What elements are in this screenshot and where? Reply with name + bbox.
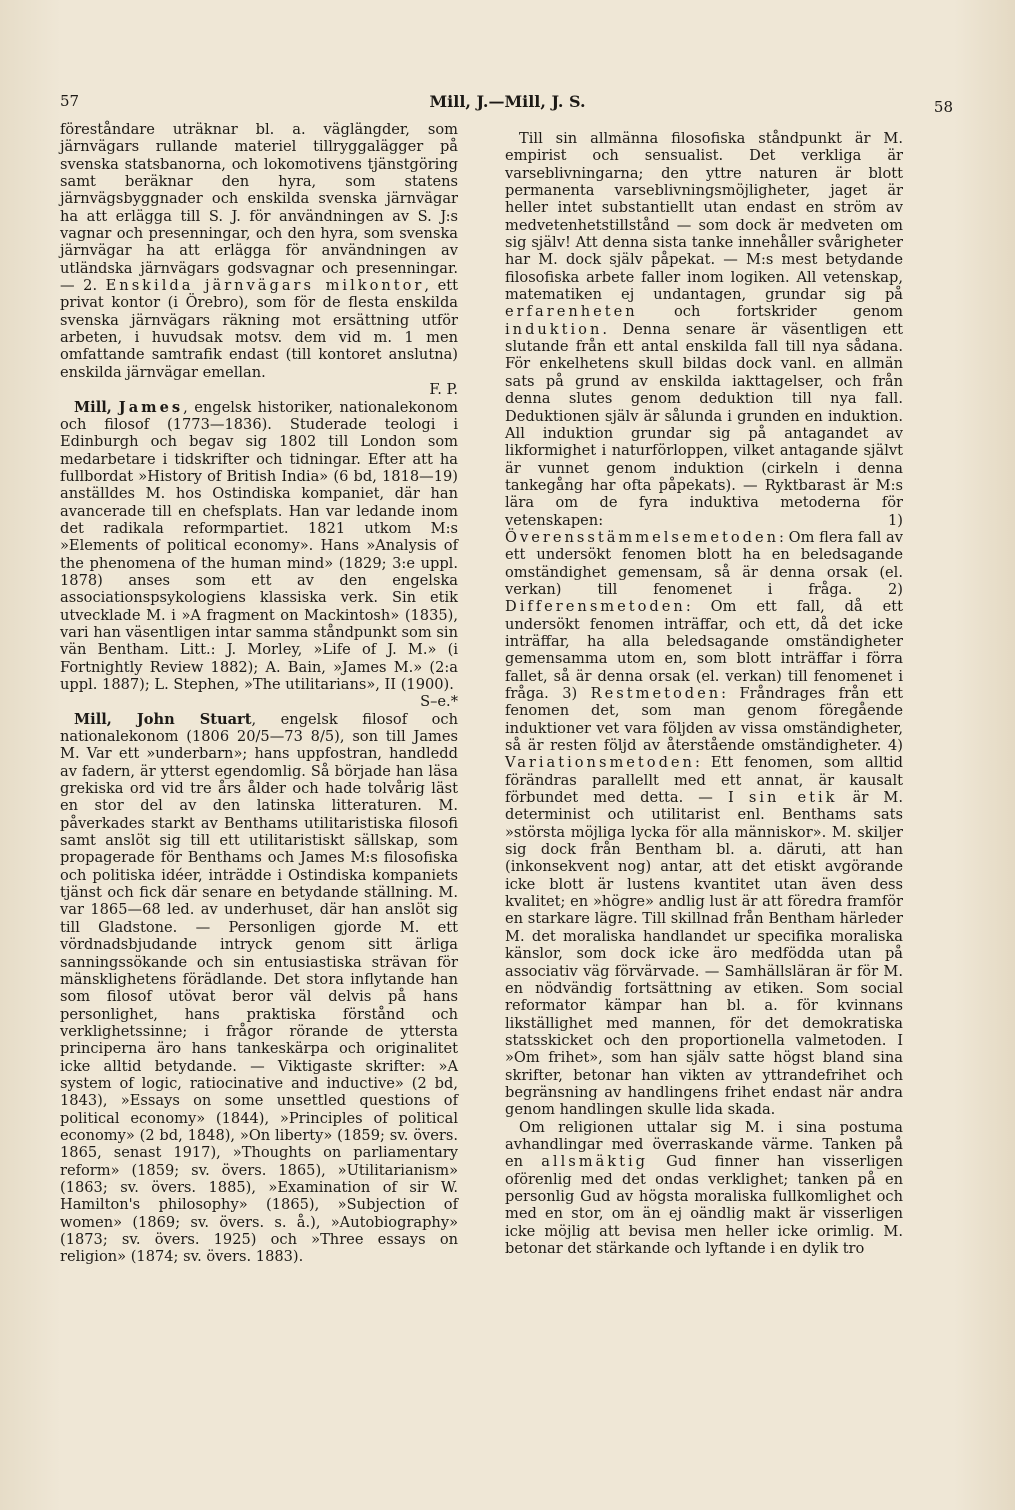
spaced-term: induktion xyxy=(505,320,603,338)
running-title: Mill, J.—Mill, J. S. xyxy=(429,92,586,111)
page-number-right: 58 xyxy=(933,98,953,116)
spaced-term: sin etik xyxy=(748,789,838,807)
paragraph-religion: Om religionen uttalar sig M. i sina postuma avhandlingar med överraskande värme. Tanken på en allsmäktig Gud finner han visserligen oförenlig med det ondas verklighet; tanken på en personlig Gud av högsta moraliska fullkomlighet och med en stor, om än ej oändlig makt är visserligen icke möjlig att bevisa men heller icke orimlig. M. betonar det stärkande och lyftande i en dylik tro xyxy=(505,1118,903,1257)
author-signature: F. P. xyxy=(429,381,458,399)
entry-mill-james: Mill, James, engelsk historiker, nationalekonom och filosof (1773—1836). Studerade teologi i Edinburgh och begav sig 1802 till London som medarbetare i tidskrifter och tidningar. Efter att ha fullbordat »History of British India» (6 bd, 1818—19) anställdes M. hos Ostindiska kompaniet, där han avancerade till en chefsplats. Han var ledande inom det radikala reformpartiet. 1821 utkom M:s »Elements of political economy». Hans »Analysis of the phenomena of the human mind» (1829; 3:e uppl. 1878) anses som ett av den engelska associationspsykologiens klassiska verk. Sin etik utvecklade M. i »A fragment on Mackintosh» (1835), vari han väsentligen intar samma ståndpunkt som sin vän Bentham. Litt.: J. Morley, »Life of J. M.» (i Fortnightly Review 1882); A. Bain, »James M.» (2:a uppl. 1887); L. Stephen, »The utilitarians», II (1900). xyxy=(60,398,459,693)
spaced-term: allsmäktig xyxy=(541,1153,648,1171)
page-number-left: 57 xyxy=(60,92,80,110)
entry-headword: Mill, xyxy=(74,398,119,416)
spaced-term: Överensstämmelsemetoden xyxy=(505,528,780,546)
entry-headword: Mill, John Stuart xyxy=(74,710,252,728)
spaced-term: Differensmetoden xyxy=(505,598,686,616)
entry-mill-john-stuart: Mill, John Stuart, engelsk filosof och nationalekonom (1806 20/5—73 8/5), son till James M. Var ett »underbarn»; hans uppfostran, handledd av fadern, är ytterst egendomlig. Så började han läsa grekiska ord vid tre års ålder och hade tolvårig läst en stor del av den latinska litteraturen. M. påverkades starkt av Benthams utilitaristiska filosofi samt anslöt sig till ett utilitaristiskt sällskap, som propagerade för Benthams och James M:s filosofiska och politiska idéer, inträdde i Ostindiska kompaniets tjänst och fick där senare en betydande ställning. M. var 1865—68 led. av underhuset, där han anslöt sig till Gladstone. — Personligen gjorde M. ett vördnadsbjudande intryck genom sitt ärliga sanningssökande och sin entusiastiska strävan för mänsklighetens förädlande. Det stora inflytande han som filosof utövat beror väl delvis på hans personlighet, hans praktiska förstånd och verklighetssinne; i frågor rörande de yttersta principerna äro hans tankeskärpa och originalitet icke alltid betydande. — Viktigaste skrifter: »A system of logic, ratiocinative and inductive» (2 bd, 1843), »Essays on some unsettled questions of political economy» (1844), »Principles of political economy» (2 bd, 1848), »On liberty» (1859; sv. övers. 1865, senast 1917), »Thoughts on parliamentary reform» (1859; sv. övers. 1865), »Utilitarianism» (1863; sv. övers. 1885), »Examination of sir W. Hamilton's philosophy» (1865), »Subjection of women» (1869; sv. övers. s. å.), »Autobiography» (1873; sv. övers. 1925) och »Three essays on religion» (1874; sv. övers. 1883). xyxy=(60,710,458,1266)
left-column xyxy=(60,121,458,1266)
spaced-term: Variationsmetoden xyxy=(505,754,695,772)
entry-continuation: föreståndare uträknar bl. a. väglängder, som järnvägars rullande materiel tillryggalägger på svenska statsbanorna, och lokomotivens tjänstgöring samt beräknar den hyra, som statens järnvägsbyggnader och enskilda svenska järnvägar ha att erlägga till S. J. för användningen av S. J:s vagnar och presenningar, och den hyra, som svenska järnvägar ha att erlägga för användningen av utländska järnvägars godsvagnar och presenningar. — 2. Enskilda järnvägars milkontor, ett privat kontor (i Örebro), som för de flesta enskilda svenska järnvägars räkning mot ersättning utför arbeten, i huvudsak motsv. dem vid m. 1 men omfattande samtrafik endast (till kontoret anslutna) enskilda järnvägar emellan. xyxy=(60,121,458,381)
spaced-term: Restmetoden xyxy=(590,685,722,702)
paragraph-philosophy: Till sin allmänna filosofiska ståndpunkt är M. empirist och sensualist. Det verkliga är varseblivningarna; den yttre naturen är blott permanenta varseblivningsmöjligheter, jaget är heller intet substantiellt utan endast en ström av medvetenhetstillstånd — som dock är medveten om sig själv! Att denna sista tanke innehåller svårigheter har M. dock själv påpekat. — M:s mest betydande filosofiska arbete faller inom logiken. All vetenskap, matematiken ej undantagen, grundar sig på erfarenheten och fortskrider genom induktion. Denna senare är väsentligen ett slutande från ett antal enskilda fall till nya sådana. För enkelhetens skull bildas dock vanl. en allmän sats på grund av enskilda iakttagelser, och från denna slutes genom deduktion till nya fall. Deduktionen själv är sålunda i grunden en induktion. All induktion grundar sig på antagandet av likformighet i naturförloppen, vilket antagande självt är vunnet genom induktion (cirkeln i denna tankegång har ofta påpekats). — Ryktbarast är M:s lära om de fyra induktiva metoderna för vetenskapen: 1) Överensstämmelsemetoden: Om flera fall av ett undersökt fenomen blott ha en beledsagande omständighet gemensam, så är denna orsak (el. verkan) till fenomenet i fråga. 2) Differensmetoden: Om ett fall, då ett undersökt fenomen inträffar, och ett, då det icke inträffar, ha alla beledsagande omständigheter gemensamma utom en, som blott inträffar i förra fallet, så är denna orsak (el. verkan) till fenomenet i fråga. 3) Restmetoden: Fråndrages från ett fenomen det, som man genom föregående induktioner vet vara följden av vissa omständigheter, så är resten följd av återstående omständigheter. 4) Variationsmetoden: Ett fenomen, som alltid förändras parallellt med ett annat, är kausalt förbundet med detta. — I sin etik är M. determinist och utilitarist enl. Benthams sats »största möjliga lycka för alla människor». M. skiljer sig dock från Bentham bl. a. däruti, att han (inkonsekvent nog) antar, att det etiskt avgörande icke blott är lustens kvantitet utan även dess kvalitet; en »högre» andlig lust är att föredra framför en starkare lägre. Till skillnad från Bentham härleder M. det moraliska handlandet ur specifika moraliska känslor, som dock icke äro medfödda utan på associativ väg förvärvade. — Samhällsläran är för M. en nödvändig fortsättning av etiken. Som social reformator kämpar han bl. a. för kvinnans likställighet med mannen, för det demokratiska statsskicket och den proportionella valmetoden. I »Om frihet», som han själv satte högst bland sina skrifter, betonar han vikten av yttrandefrihet och begränsning av handlingens frihet endast när andra genom handlingen skulle lida skada. xyxy=(505,130,903,1119)
author-signature: S–e.* xyxy=(420,693,458,711)
page-header xyxy=(60,92,955,116)
spaced-term: Enskilda järnvägars milkontor xyxy=(105,277,425,295)
right-column xyxy=(505,130,903,1257)
entry-headword-given-name: James xyxy=(118,398,184,416)
spaced-term: erfarenheten xyxy=(505,303,638,321)
